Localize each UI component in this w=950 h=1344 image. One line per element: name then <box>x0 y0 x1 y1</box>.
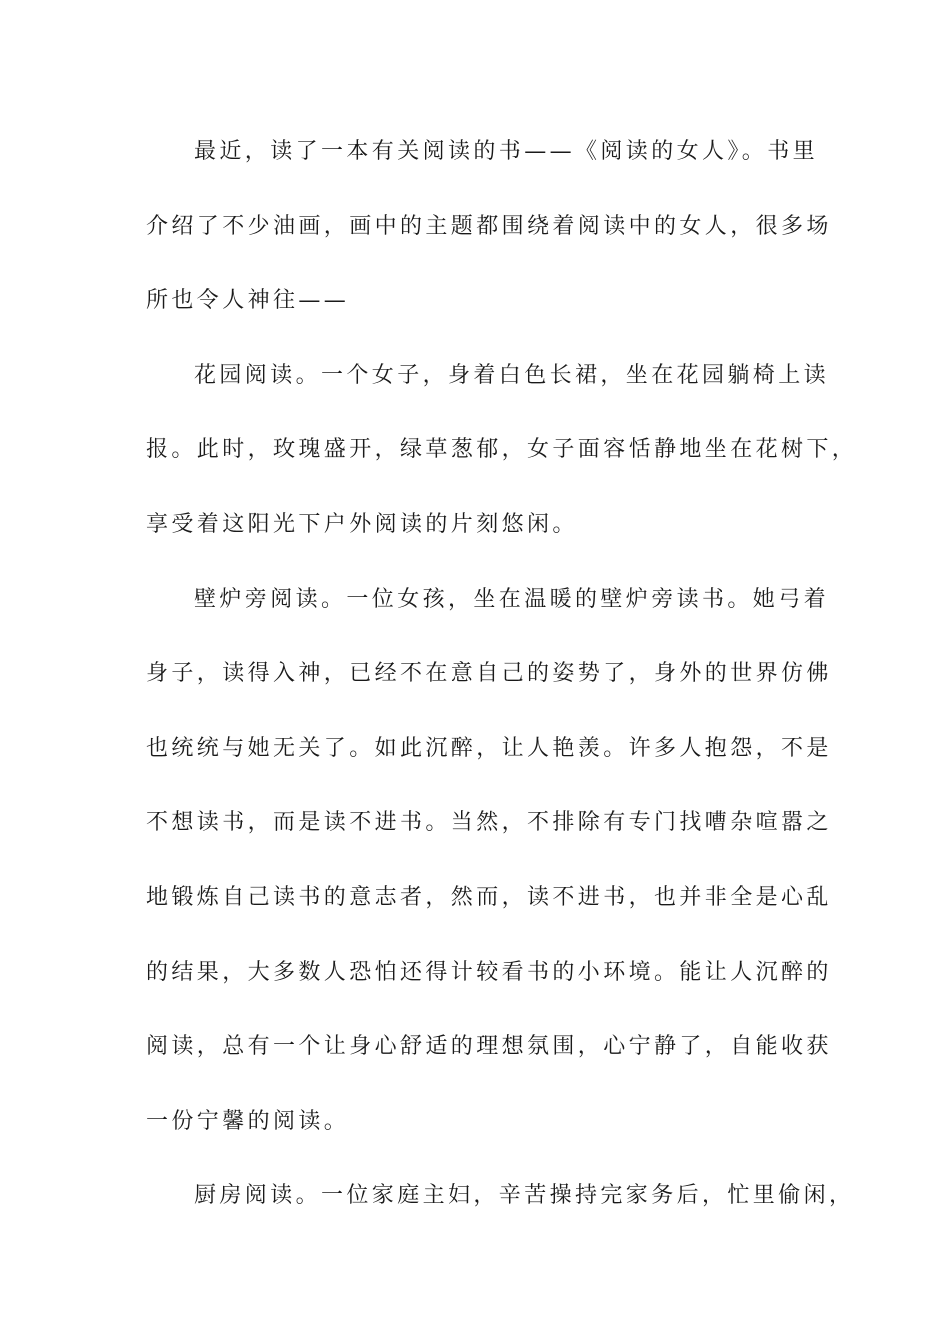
text-line-10: 不想读书，而是读不进书。当然，不排除有专门找嘈杂喧嚣之 <box>146 810 832 836</box>
text-line-14: 一份宁馨的阅读。 <box>146 1108 350 1134</box>
body-text <box>146 130 858 1249</box>
text-line-12: 的结果，大多数人恐怕还得计较看书的小环境。能让人沉醉的 <box>146 959 832 985</box>
text-line-3: 所也令人神往—— <box>146 288 350 314</box>
text-line-11: 地锻炼自己读书的意志者，然而，读不进书，也并非全是心乱 <box>146 884 832 910</box>
text-line-1: 最近，读了一本有关阅读的书——《阅读的女人》。书里 <box>194 139 819 164</box>
text-line-7: 壁炉旁阅读。一位女孩，坐在温暖的壁炉旁读书。她弓着 <box>194 586 830 612</box>
text-line-6: 享受着这阳光下户外阅读的片刻悠闲。 <box>146 511 578 537</box>
text-line-13: 阅读，总有一个让身心舒适的理想氛围，心宁静了，自能收获 <box>146 1034 832 1060</box>
text-line-2: 介绍了不少油画，画中的主题都围绕着阅读中的女人，很多场 <box>146 213 832 239</box>
text-line-5: 报。此时，玫瑰盛开，绿草葱郁，女子面容恬静地坐在花树下， <box>146 437 858 463</box>
text-line-9: 也统统与她无关了。如此沉醉，让人艳羡。许多人抱怨，不是 <box>146 735 832 761</box>
text-line-15: 厨房阅读。一位家庭主妇，辛苦操持完家务后，忙里偷闲， <box>194 1183 855 1209</box>
text-line-8: 身子，读得入神，已经不在意自己的姿势了，身外的世界仿佛 <box>146 661 832 687</box>
text-line-4: 花园阅读。一个女子，身着白色长裙，坐在花园躺椅上读 <box>194 362 830 388</box>
